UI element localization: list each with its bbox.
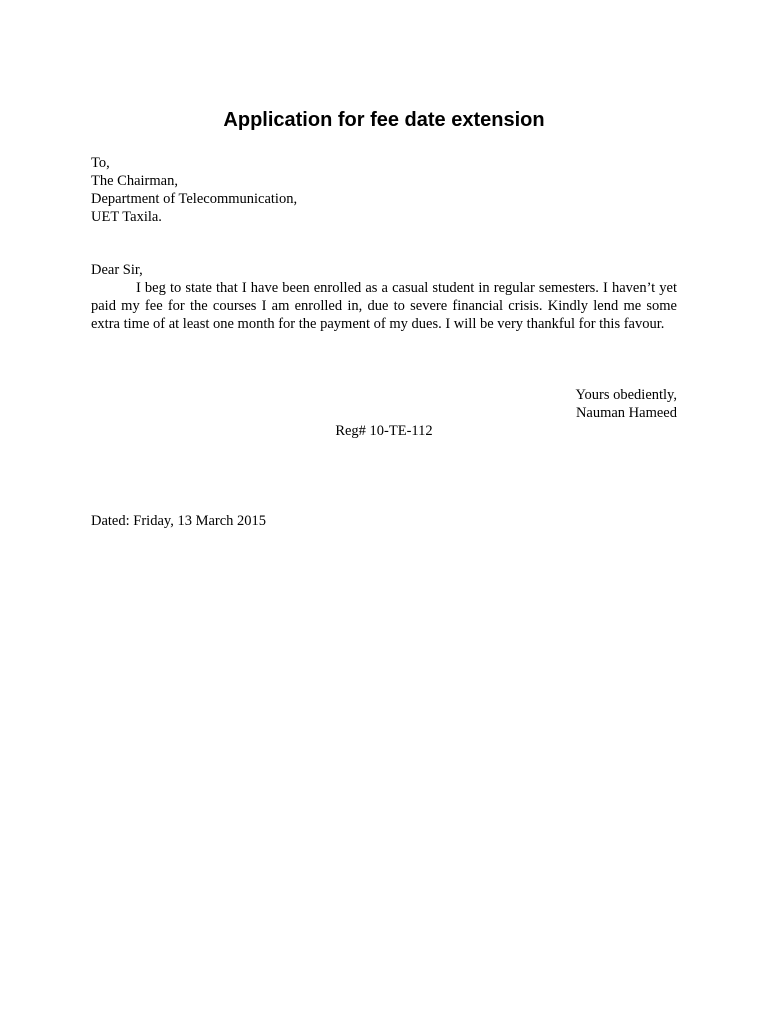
closing-line: Yours obediently,	[575, 387, 677, 403]
recipient-address	[91, 154, 491, 226]
date-line: Dated: Friday, 13 March 2015	[91, 513, 267, 529]
address-line-university: UET Taxila.	[91, 209, 162, 225]
address-line-to: To,	[91, 155, 110, 171]
address-line-department: Department of Telecommunication,	[91, 191, 298, 207]
letter-body: I beg to state that I have been enrolled as a casual student in regular semesters. I haven’t yet paid my fee for the courses I am enrolled in, due to severe financial crisis. Kindly lend me some extra time of at least one month for the payment of my dues. I will be very thankful for this favour.	[91, 280, 677, 332]
document-title: Application for fee date extension	[223, 109, 545, 131]
signer-name: Nauman Hameed	[575, 405, 677, 421]
registration-number: Reg# 10-TE-112	[335, 423, 433, 439]
closing-signature	[575, 386, 677, 422]
address-line-chairman: The Chairman,	[91, 173, 178, 189]
salutation: Dear Sir,	[91, 262, 143, 278]
